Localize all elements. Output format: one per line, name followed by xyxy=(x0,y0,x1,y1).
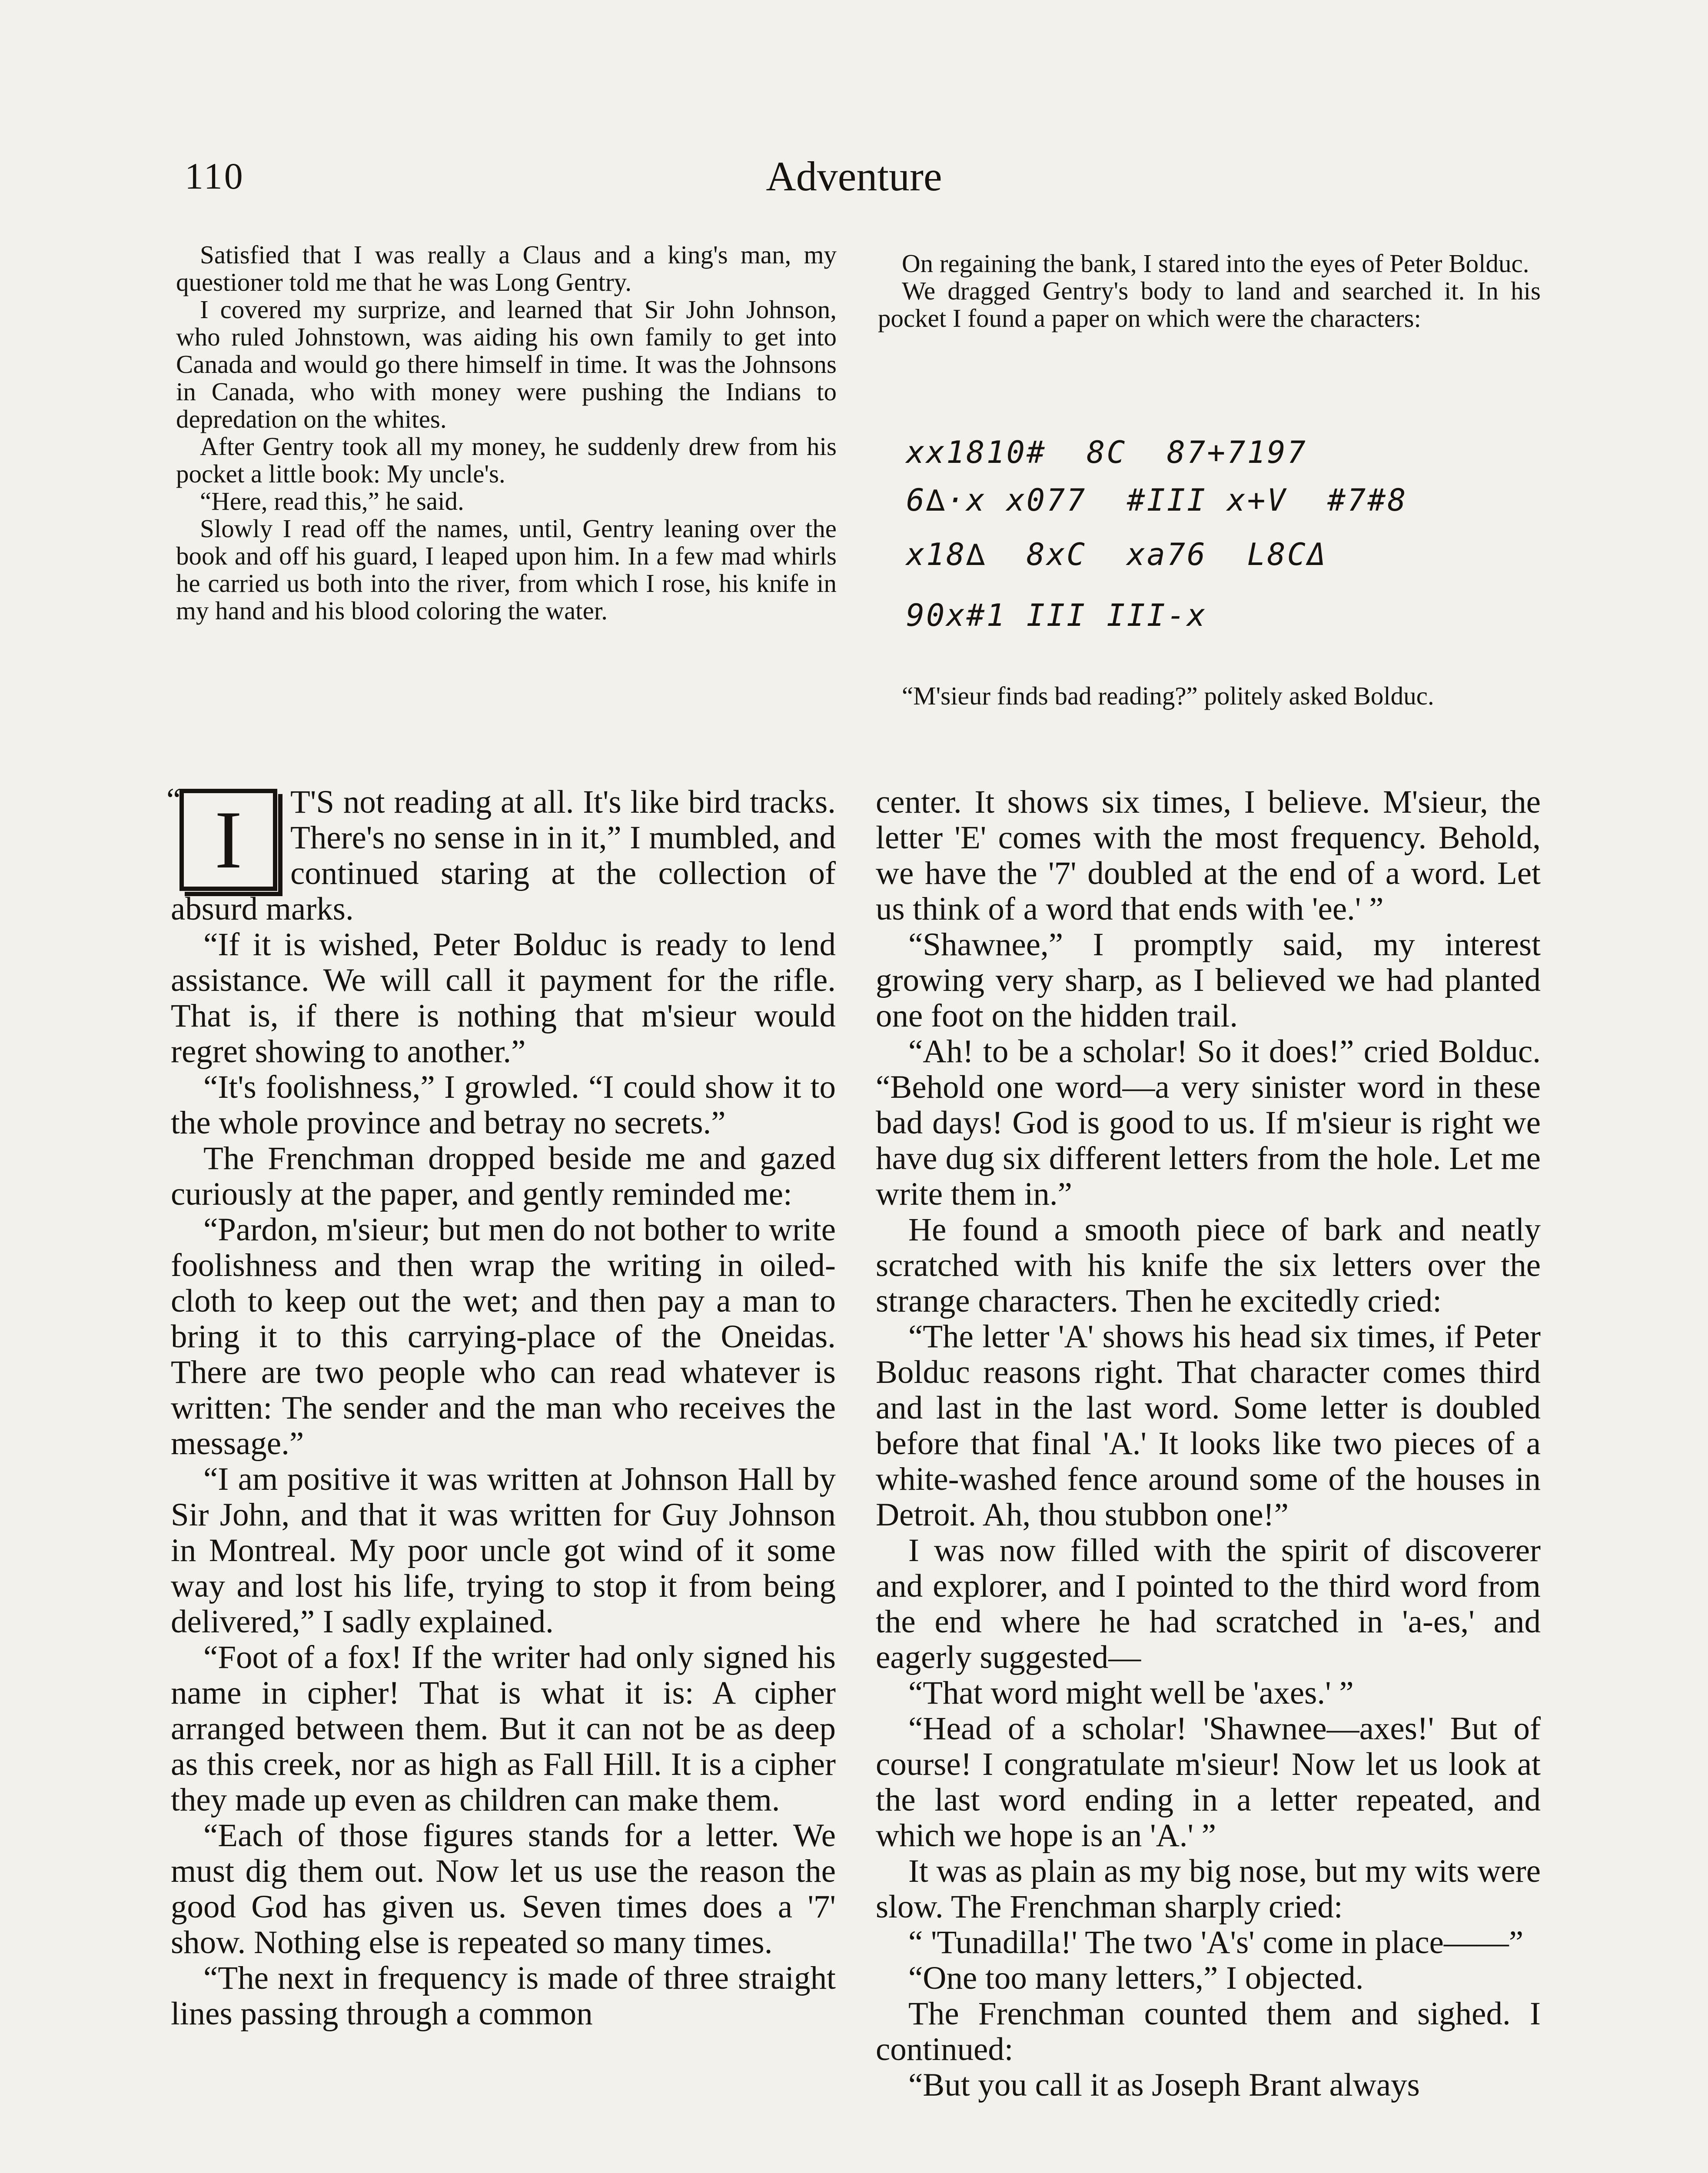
recap-paragraph: Satisfied that I was really a Claus and a king's man, my questioner told me that he was Long Gentry. xyxy=(176,240,837,296)
body-paragraph: He found a smooth piece of bark and neatly scratched with his knife the six letters over the strange characters. Then he excitedly cried: xyxy=(876,1212,1541,1319)
running-head-title: Adventure xyxy=(766,153,942,199)
cipher-line: x18∆ 8xC xa76 L8CΔ xyxy=(906,537,1328,572)
opening-paragraph xyxy=(166,782,836,927)
body-paragraph: “If it is wished, Peter Bolduc is ready to lend assistance. We will call it payment for the rifle. That is, if there is nothing that m'sieur would regret showing to another.” xyxy=(171,927,836,1070)
body-paragraph: “Foot of a fox! If the writer had only signed his name in cipher! That is what it is: A cipher arranged between them. But it can not be as deep as this creek, nor as high as Fall Hill. It is a cipher they made up even as children can make them. xyxy=(171,1639,836,1818)
continued-paragraph: center. It shows six times, I believe. M'sieur, the letter 'E' comes with the most frequency. Behold, we have the '7' doubled at the end of a word. Let us think of a word that ends with 'ee.' ” xyxy=(876,784,1541,927)
drop-cap-letter: I xyxy=(214,794,243,886)
opening-quote-mark: “ xyxy=(166,782,181,818)
body-paragraph: I was now filled with the spirit of discoverer and explorer, and I pointed to the third word from the end where he had scratched in 'a-es,' and eagerly suggested— xyxy=(876,1532,1541,1675)
cipher-line: xx1810# 8C 87+7197 xyxy=(906,435,1307,470)
recap-paragraph: “Here, read this,” he said. xyxy=(200,487,464,515)
body-paragraph: “But you call it as Joseph Brant always xyxy=(908,2067,1420,2103)
recap-paragraph: On regaining the bank, I stared into the eyes of Peter Bolduc. xyxy=(902,249,1529,278)
body-paragraph: The Frenchman counted them and sighed. I continued: xyxy=(876,1996,1541,2067)
body-paragraph: “I am positive it was written at Johnson Hall by Sir John, and that it was written for Guy Johnson in Montreal. My poor uncle got wind of it some way and lost his life, trying to stop it from being delivered,” I sadly explained. xyxy=(171,1461,836,1640)
body-paragraph: “That word might well be 'axes.' ” xyxy=(908,1675,1354,1711)
body-paragraph: “One too many letters,” I objected. xyxy=(908,1960,1364,1996)
body-paragraph: The Frenchman dropped beside me and gazed curiously at the paper, and gently reminded me: xyxy=(171,1140,836,1212)
body-paragraph: “The letter 'A' shows his head six times, if Peter Bolduc reasons right. That character comes third and last in the last word. Some letter is doubled before that final 'A.' It looks like two pieces of a white-washed fence around some of the houses in Detroit. Ah, thou stubbon one!” xyxy=(876,1319,1541,1533)
main-text-right-column xyxy=(876,784,1541,2103)
recap-right-column xyxy=(878,250,1541,332)
body-paragraph: It was as plain as my big nose, but my wits were slow. The Frenchman sharply cried: xyxy=(876,1853,1541,1925)
body-paragraph: “Shawnee,” I promptly said, my interest growing very sharp, as I believed we had planted one foot on the hidden trail. xyxy=(876,927,1541,1034)
recap-left-column xyxy=(176,241,837,625)
recap-paragraph: Slowly I read off the names, until, Gentry leaning over the book and off his guard, I leaped upon him. In a few mad whirls he carried us both into the river, from which I rose, his knife in my hand and his blood coloring the water. xyxy=(176,514,837,625)
body-paragraph: “Head of a scholar! 'Shawnee—axes!' But of course! I congratulate m'sieur! Now let us look at the last word ending in a letter repeated, and which we hope is an 'A.' ” xyxy=(876,1711,1541,1854)
body-paragraph: “Pardon, m'sieur; but men do not bother to write foolishness and then wrap the writing in oiled-cloth to keep out the wet; and then pay a man to bring it to this carrying-place of the Oneidas. There are two people who can read whatever is written: The sender and the man who receives the message.” xyxy=(171,1212,836,1462)
body-paragraph: “The next in frequency is made of three straight lines passing through a common xyxy=(171,1960,836,2032)
recap-paragraph: “M'sieur finds bad reading?” politely asked Bolduc. xyxy=(902,681,1434,710)
recap-paragraph: After Gentry took all my money, he suddenly drew from his pocket a little book: My uncle's. xyxy=(176,432,837,488)
recap-right-closing xyxy=(878,682,1541,710)
recap-paragraph: I covered my surprize, and learned that Sir John Johnson, who ruled Johnstown, was aiding his own family to get into Canada and would go there himself in time. It was the Johnsons in Canada, who with money were pushing the Indians to depredation on the whites. xyxy=(176,295,837,433)
drop-cap xyxy=(179,789,277,891)
recap-paragraph: We dragged Gentry's body to land and searched it. In his pocket I found a paper on which were the characters: xyxy=(878,276,1541,332)
cipher-line: 6∆·x x077 #III x+V #7#8 xyxy=(906,482,1408,518)
body-paragraph: “Each of those figures stands for a letter. We must dig them out. Now let us use the reason the good God has given us. Seven times does a '7' show. Nothing else is repeated so many times. xyxy=(171,1817,836,1960)
page-number: 110 xyxy=(185,155,245,197)
body-paragraph: “It's foolishness,” I growled. “I could show it to the whole province and betray no secrets.” xyxy=(171,1069,836,1141)
main-text-left-column xyxy=(166,782,836,2032)
opening-paragraph-text: T'S not reading at all. It's like bird tracks. There's no sense in in it,” I mumbled, and continued staring at the collection of absurd marks. xyxy=(171,784,836,927)
body-paragraph: “Ah! to be a scholar! So it does!” cried Bolduc. “Behold one word—a very sinister word in these bad days! God is good to us. If m'sieur is right we have dug six different letters from the hole. Let me write them in.” xyxy=(876,1033,1541,1212)
body-paragraph: “ 'Tunadilla!' The two 'A's' come in place——” xyxy=(908,1924,1524,1960)
cipher-line: 90x#1 III III-x xyxy=(906,598,1207,633)
